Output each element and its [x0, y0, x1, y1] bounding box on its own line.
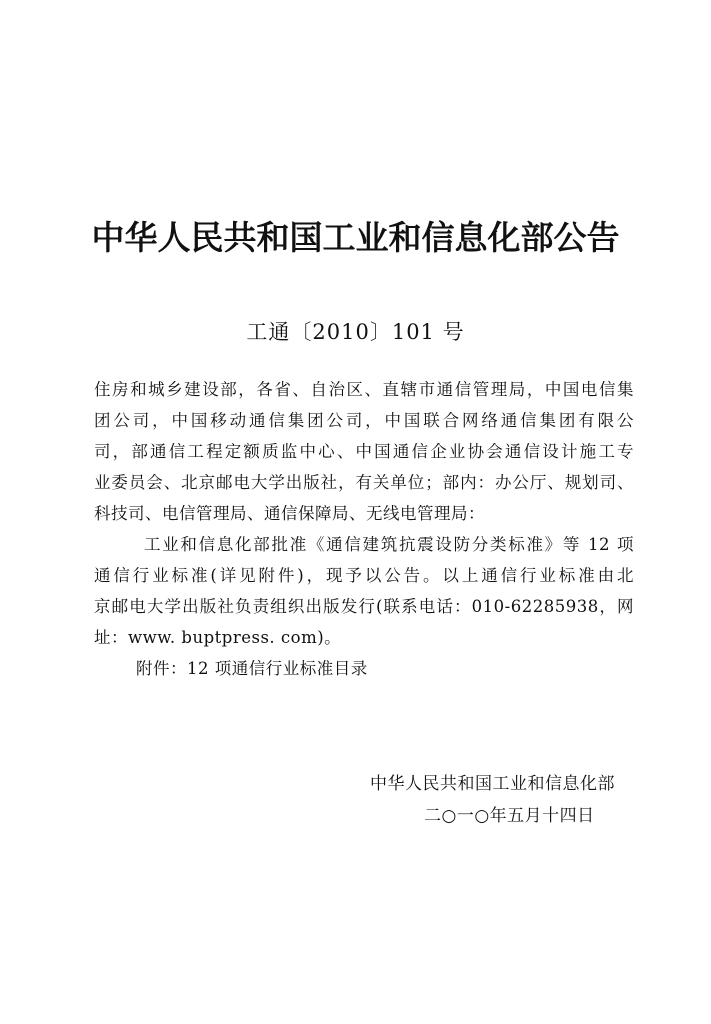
- announcement-body: [94, 374, 634, 684]
- body-line-4: 址：www. buptpress. com)。: [94, 628, 342, 647]
- attachment-line: 附件：12 项通信行业标准目录: [136, 659, 368, 678]
- recipients-line-2: 团公司，中国移动通信集团公司，中国联合网络通信集团有限公: [94, 411, 634, 430]
- recipients-line-3: 司，部通信工程定额质监中心、中国通信企业协会通信设计施工专: [94, 442, 634, 461]
- document-number: 工通〔2010〕101 号: [246, 320, 465, 344]
- recipients-line-1: 住房和城乡建设部，各省、自治区、直辖市通信管理局，中国电信集: [94, 380, 634, 399]
- body-line-2: 通信行业标准(详见附件)，现予以公告。以上通信行业标准由北: [94, 566, 634, 585]
- announcement-title: 中华人民共和国工业和信息化部公告: [91, 218, 620, 257]
- signature-block: [370, 768, 640, 832]
- signature-organization: 中华人民共和国工业和信息化部: [370, 774, 615, 794]
- body-line-1: 工业和信息化部批准《通信建筑抗震设防分类标准》等 12 项: [144, 535, 634, 554]
- recipients-line-5: 科技司、电信管理局、通信保障局、无线电管理局：: [94, 504, 485, 523]
- signature-date: 二○一○年五月十四日: [424, 806, 595, 826]
- body-line-3: 京邮电大学出版社负责组织出版发行(联系电话：010-62285938，网: [94, 597, 634, 616]
- recipients-line-4: 业委员会、北京邮电大学出版社，有关单位；部内：办公厅、规划司、: [94, 473, 634, 492]
